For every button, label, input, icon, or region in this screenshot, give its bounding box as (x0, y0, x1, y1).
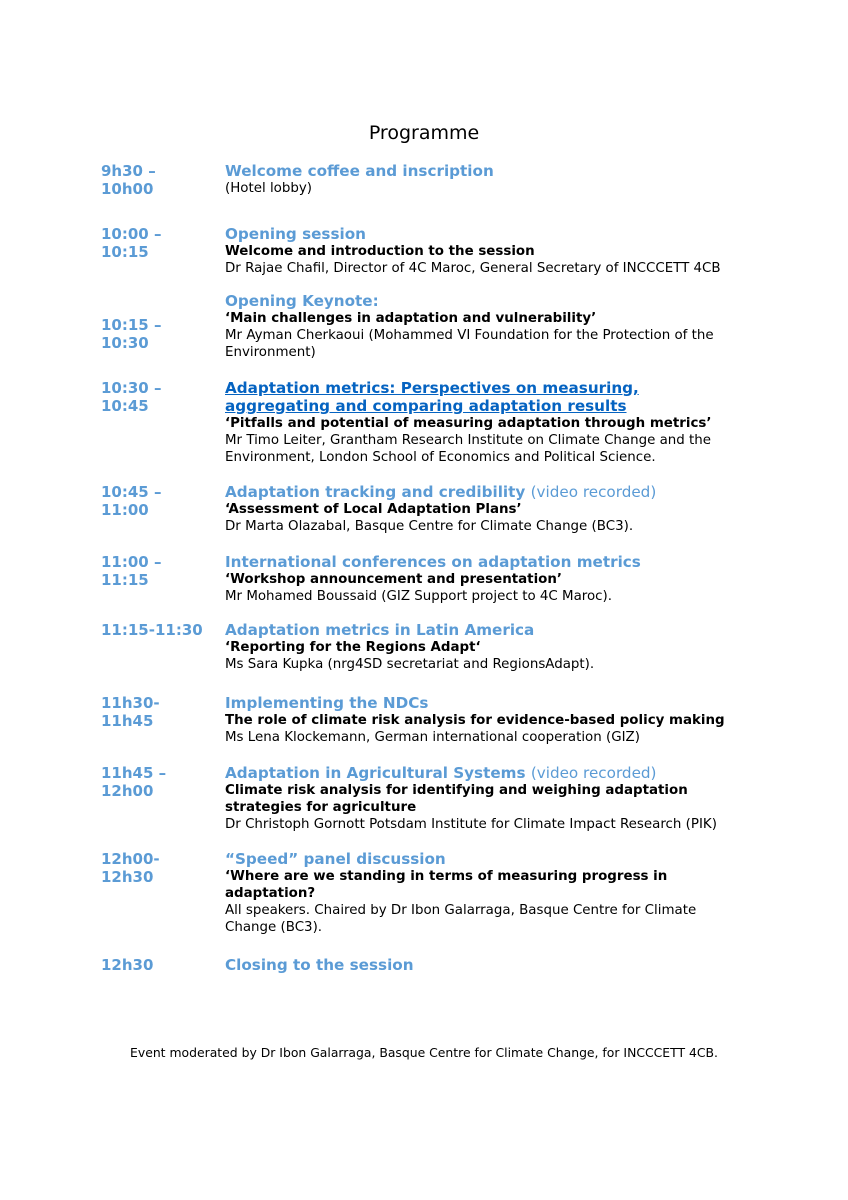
talk-title: adaptation? (225, 886, 316, 901)
time-start: 11:00 – (101, 553, 162, 571)
time-slot (101, 379, 219, 415)
session-title: Opening Keynote: (225, 292, 379, 310)
session-title: Adaptation metrics in Latin America (225, 621, 535, 639)
session-title: Opening session (225, 225, 366, 243)
session-title: “Speed” panel discussion (225, 850, 446, 868)
speaker-line: Ms Sara Kupka (nrg4SD secretariat and RegionsAdapt). (225, 657, 595, 672)
time-slot (101, 764, 219, 800)
time-start: 12h00- (101, 850, 160, 868)
time-end: 11:00 (101, 501, 149, 519)
session-name: Adaptation tracking and credibility (225, 483, 526, 501)
page-title: Programme (368, 122, 480, 144)
time-slot (101, 162, 219, 198)
item-content (225, 162, 785, 197)
item-content (225, 553, 785, 605)
session-note: (video recorded) (530, 764, 657, 782)
item-content (225, 694, 785, 746)
talk-title: ‘Assessment of Local Adaptation Plans’ (225, 502, 522, 517)
talk-title: strategies for agriculture (225, 800, 417, 815)
speaker-line: All speakers. Chaired by Dr Ibon Galarraga, Basque Centre for Climate (225, 903, 697, 918)
talk-title: ‘Where are we standing in terms of measuring progress in (225, 869, 668, 884)
session-title: Closing to the session (225, 956, 414, 974)
speaker-line: Mr Timo Leiter, Grantham Research Institute on Climate Change and the (225, 433, 712, 448)
speaker-line: Environment) (225, 345, 316, 360)
item-content (225, 956, 785, 974)
session-title-link[interactable]: aggregating and comparing adaptation results (225, 397, 627, 415)
time-slot (101, 621, 219, 639)
talk-title: ‘Pitfalls and potential of measuring adaptation through metrics’ (225, 416, 712, 431)
speaker-line: Mr Ayman Cherkaoui (Mohammed VI Foundation for the Protection of the (225, 328, 714, 343)
speaker-line: Ms Lena Klockemann, German international cooperation (GIZ) (225, 730, 640, 745)
talk-title: ‘Workshop announcement and presentation’ (225, 572, 562, 587)
item-content (225, 379, 785, 466)
time-start: 10:00 – (101, 225, 162, 243)
time-end: 11:15 (101, 571, 149, 589)
talk-title: Welcome and introduction to the session (225, 244, 535, 259)
time-end: 10:45 (101, 397, 149, 415)
session-title: Implementing the NDCs (225, 694, 429, 712)
speaker-line: Dr Christoph Gornott Potsdam Institute for Climate Impact Research (PIK) (225, 817, 717, 832)
session-title (225, 764, 785, 782)
detail-line: (Hotel lobby) (225, 181, 313, 196)
item-content (225, 764, 785, 833)
session-title-link[interactable]: Adaptation metrics: Perspectives on measuring, (225, 379, 639, 397)
item-content (225, 225, 785, 277)
session-title: International conferences on adaptation metrics (225, 553, 641, 571)
session-name: Adaptation in Agricultural Systems (225, 764, 526, 782)
item-content (225, 850, 785, 936)
time-start: 12h30 (101, 956, 154, 974)
time-start: 10:15 – (101, 316, 162, 334)
item-content (225, 292, 785, 361)
time-start: 11:15-11:30 (101, 621, 203, 639)
time-end: 10h00 (101, 180, 154, 198)
speaker-line: Dr Rajae Chafil, Director of 4C Maroc, General Secretary of INCCCETT 4CB (225, 261, 721, 276)
time-slot (101, 956, 219, 974)
item-content (225, 483, 785, 535)
time-end: 12h30 (101, 868, 154, 886)
speaker-line: Change (BC3). (225, 920, 323, 935)
time-slot (101, 316, 219, 352)
speaker-line: Dr Marta Olazabal, Basque Centre for Climate Change (BC3). (225, 519, 634, 534)
talk-title: ‘Reporting for the Regions Adapt‘ (225, 640, 481, 655)
time-slot (101, 225, 219, 261)
time-end: 10:30 (101, 334, 149, 352)
time-slot (101, 850, 219, 886)
session-title (225, 483, 785, 501)
time-end: 11h45 (101, 712, 154, 730)
time-slot (101, 553, 219, 589)
speaker-line: Environment, London School of Economics and Political Science. (225, 450, 656, 465)
time-start: 11h45 – (101, 764, 167, 782)
footer-note: Event moderated by Dr Ibon Galarraga, Basque Centre for Climate Change, for INCCCETT 4CB. (130, 1045, 718, 1060)
speaker-line: Mr Mohamed Boussaid (GIZ Support project to 4C Maroc). (225, 589, 613, 604)
time-end: 10:15 (101, 243, 149, 261)
time-start: 10:30 – (101, 379, 162, 397)
time-start: 9h30 – (101, 162, 156, 180)
talk-title: The role of climate risk analysis for evidence-based policy making (225, 713, 725, 728)
talk-title: ‘Main challenges in adaptation and vulnerability’ (225, 311, 597, 326)
session-title: Welcome coffee and inscription (225, 162, 494, 180)
session-note: (video recorded) (530, 483, 657, 501)
time-slot (101, 694, 219, 730)
time-start: 11h30- (101, 694, 160, 712)
time-end: 12h00 (101, 782, 154, 800)
talk-title: Climate risk analysis for identifying and weighing adaptation (225, 783, 688, 798)
time-slot (101, 483, 219, 519)
item-content (225, 621, 785, 673)
time-start: 10:45 – (101, 483, 162, 501)
